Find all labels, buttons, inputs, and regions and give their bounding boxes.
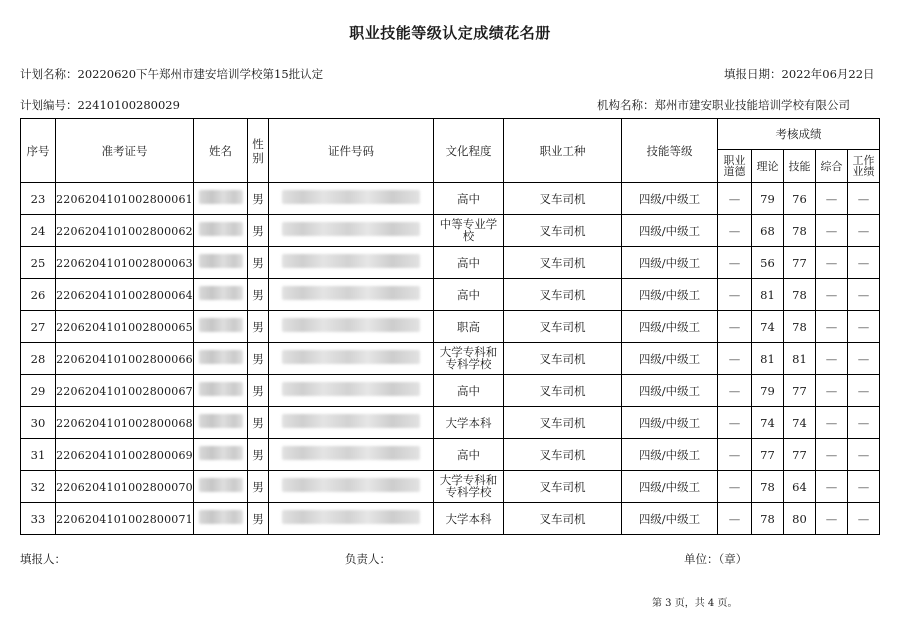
report-date-line — [724, 66, 875, 82]
cell-exam-no-text: 2206204101002800067 — [56, 384, 193, 398]
redacted-id-number — [282, 510, 420, 524]
cell-ethics-text: — — [728, 287, 741, 302]
cell-education — [434, 247, 504, 279]
cell-skill-level: 四级/中级工 — [622, 247, 718, 279]
cell-work-perf — [848, 375, 880, 407]
col-skill-level-header: 技能等级 — [622, 119, 718, 183]
cell-work-perf-text: — — [857, 415, 870, 430]
table-row — [21, 183, 880, 215]
cell-gender: 男 — [248, 247, 269, 279]
cell-comprehensive-text: — — [825, 383, 838, 398]
cell-id-no — [269, 375, 434, 407]
cell-skill: 74 — [784, 407, 816, 439]
report-date-label: 填报日期： — [724, 67, 782, 81]
cell-exam-no-text: 2206204101002800061 — [56, 192, 193, 206]
cell-work-perf — [848, 215, 880, 247]
cell-theory: 77 — [752, 439, 784, 471]
cell-id-no — [269, 183, 434, 215]
redacted-id-number — [282, 222, 420, 236]
cell-seq: 33 — [21, 503, 56, 535]
cell-occupation: 叉车司机 — [504, 503, 622, 535]
redacted-name — [199, 446, 243, 460]
cell-occupation: 叉车司机 — [504, 279, 622, 311]
roster-body — [21, 183, 880, 535]
cell-education-text: 职高 — [457, 319, 480, 334]
cell-ethics — [718, 183, 752, 215]
cell-exam-no-text: 2206204101002800071 — [56, 512, 193, 526]
table-row — [21, 503, 880, 535]
cell-theory: 79 — [752, 183, 784, 215]
cell-occupation: 叉车司机 — [504, 471, 622, 503]
col-gender-header — [248, 119, 269, 183]
cell-education — [434, 215, 504, 247]
cell-occupation: 叉车司机 — [504, 183, 622, 215]
cell-occupation: 叉车司机 — [504, 343, 622, 375]
cell-comprehensive-text: — — [825, 223, 838, 238]
cell-theory: 56 — [752, 247, 784, 279]
cell-work-perf — [848, 247, 880, 279]
cell-skill: 80 — [784, 503, 816, 535]
cell-comprehensive-text: — — [825, 319, 838, 334]
cell-skill: 64 — [784, 471, 816, 503]
col-id-header: 证件号码 — [269, 119, 434, 183]
cell-exam-no — [56, 343, 194, 375]
cell-comprehensive — [816, 215, 848, 247]
cell-skill-level: 四级/中级工 — [622, 471, 718, 503]
table-row — [21, 407, 880, 439]
cell-gender: 男 — [248, 407, 269, 439]
col-exam-no-header: 准考证号 — [56, 119, 194, 183]
cell-skill: 78 — [784, 215, 816, 247]
cell-name — [194, 247, 248, 279]
cell-id-no — [269, 279, 434, 311]
redacted-name — [199, 510, 243, 524]
col-ethics-header — [718, 150, 752, 183]
cell-seq: 29 — [21, 375, 56, 407]
col-ethics-header-text: 职业道德 — [723, 154, 746, 178]
cell-work-perf-text: — — [857, 223, 870, 238]
report-date: 2022年06月22日 — [781, 67, 875, 81]
responsible-label: 负责人： — [345, 552, 391, 566]
cell-skill-level: 四级/中级工 — [622, 439, 718, 471]
cell-id-no — [269, 343, 434, 375]
redacted-id-number — [282, 446, 420, 460]
cell-seq: 30 — [21, 407, 56, 439]
cell-seq: 31 — [21, 439, 56, 471]
cell-education-text: 大学专科和专科学校 — [439, 473, 498, 499]
cell-work-perf — [848, 343, 880, 375]
redacted-name — [199, 382, 243, 396]
cell-work-perf-text: — — [857, 511, 870, 526]
redacted-name — [199, 286, 243, 300]
cell-ethics — [718, 343, 752, 375]
cell-education-text: 高中 — [457, 383, 480, 398]
cell-occupation: 叉车司机 — [504, 247, 622, 279]
cell-id-no — [269, 247, 434, 279]
cell-id-no — [269, 311, 434, 343]
redacted-id-number — [282, 318, 420, 332]
cell-occupation: 叉车司机 — [504, 439, 622, 471]
cell-ethics — [718, 247, 752, 279]
cell-education — [434, 311, 504, 343]
cell-exam-no — [56, 375, 194, 407]
score-roster-table — [20, 118, 880, 535]
cell-skill-level: 四级/中级工 — [622, 503, 718, 535]
cell-education — [434, 343, 504, 375]
cell-id-no — [269, 439, 434, 471]
cell-theory: 78 — [752, 503, 784, 535]
filler-label: 填报人： — [20, 552, 66, 566]
cell-education-text: 大学本科 — [445, 415, 492, 430]
cell-name — [194, 279, 248, 311]
col-comprehensive-header: 综合 — [816, 150, 848, 183]
cell-seq: 24 — [21, 215, 56, 247]
cell-name — [194, 375, 248, 407]
cell-work-perf-text: — — [857, 383, 870, 398]
cell-ethics-text: — — [728, 255, 741, 270]
redacted-id-number — [282, 478, 420, 492]
cell-name — [194, 471, 248, 503]
col-gender-header-text: 性别 — [252, 136, 264, 165]
cell-ethics — [718, 471, 752, 503]
cell-education — [434, 471, 504, 503]
col-name-header: 姓名 — [194, 119, 248, 183]
cell-ethics-text: — — [728, 223, 741, 238]
cell-work-perf-text: — — [857, 479, 870, 494]
cell-gender: 男 — [248, 503, 269, 535]
cell-education — [434, 503, 504, 535]
cell-skill: 77 — [784, 247, 816, 279]
cell-skill: 77 — [784, 439, 816, 471]
cell-exam-no — [56, 439, 194, 471]
cell-ethics-text: — — [728, 383, 741, 398]
cell-education-text: 大学专科和专科学校 — [439, 345, 498, 371]
cell-comprehensive — [816, 471, 848, 503]
cell-theory: 74 — [752, 407, 784, 439]
cell-theory: 78 — [752, 471, 784, 503]
cell-exam-no — [56, 215, 194, 247]
cell-gender: 男 — [248, 343, 269, 375]
cell-name — [194, 183, 248, 215]
cell-exam-no — [56, 311, 194, 343]
cell-comprehensive — [816, 407, 848, 439]
cell-name — [194, 215, 248, 247]
col-education-header: 文化程度 — [434, 119, 504, 183]
org-name: 郑州市建安职业技能培训学校有限公司 — [654, 98, 850, 112]
org-line — [597, 97, 850, 113]
cell-comprehensive-text: — — [825, 479, 838, 494]
cell-exam-no-text: 2206204101002800062 — [56, 224, 193, 238]
cell-skill-level: 四级/中级工 — [622, 311, 718, 343]
cell-comprehensive — [816, 183, 848, 215]
cell-exam-no-text: 2206204101002800063 — [56, 256, 193, 270]
col-seq-header: 序号 — [21, 119, 56, 183]
cell-occupation: 叉车司机 — [504, 311, 622, 343]
cell-gender: 男 — [248, 279, 269, 311]
cell-exam-no-text: 2206204101002800070 — [56, 480, 193, 494]
cell-theory: 74 — [752, 311, 784, 343]
cell-education-text: 中等专业学校 — [439, 217, 498, 243]
cell-id-no — [269, 471, 434, 503]
cell-ethics — [718, 503, 752, 535]
cell-exam-no-text: 2206204101002800069 — [56, 448, 193, 462]
cell-skill: 77 — [784, 375, 816, 407]
cell-exam-no — [56, 471, 194, 503]
cell-seq: 26 — [21, 279, 56, 311]
cell-work-perf — [848, 439, 880, 471]
plan-name: 20220620下午郑州市建安培训学校第15批认定 — [77, 67, 324, 81]
cell-theory: 79 — [752, 375, 784, 407]
table-row — [21, 375, 880, 407]
table-row — [21, 279, 880, 311]
cell-comprehensive-text: — — [825, 447, 838, 462]
cell-skill-level: 四级/中级工 — [622, 407, 718, 439]
cell-gender: 男 — [248, 471, 269, 503]
plan-name-label: 计划名称： — [20, 67, 78, 81]
cell-seq: 23 — [21, 183, 56, 215]
cell-comprehensive-text: — — [825, 191, 838, 206]
cell-work-perf-text: — — [857, 319, 870, 334]
cell-work-perf-text: — — [857, 287, 870, 302]
cell-ethics — [718, 279, 752, 311]
cell-gender: 男 — [248, 439, 269, 471]
cell-name — [194, 407, 248, 439]
cell-exam-no-text: 2206204101002800065 — [56, 320, 193, 334]
redacted-name — [199, 254, 243, 268]
cell-theory: 81 — [752, 279, 784, 311]
cell-education-text: 高中 — [457, 255, 480, 270]
cell-seq: 25 — [21, 247, 56, 279]
cell-exam-no — [56, 183, 194, 215]
plan-no: 22410100280029 — [77, 98, 180, 112]
cell-comprehensive — [816, 311, 848, 343]
cell-ethics — [718, 439, 752, 471]
cell-name — [194, 439, 248, 471]
cell-gender: 男 — [248, 215, 269, 247]
cell-comprehensive — [816, 279, 848, 311]
cell-work-perf-text: — — [857, 255, 870, 270]
cell-comprehensive — [816, 503, 848, 535]
cell-comprehensive-text: — — [825, 255, 838, 270]
cell-exam-no-text: 2206204101002800064 — [56, 288, 193, 302]
cell-skill: 81 — [784, 343, 816, 375]
redacted-id-number — [282, 414, 420, 428]
cell-ethics-text: — — [728, 319, 741, 334]
cell-work-perf-text: — — [857, 351, 870, 366]
redacted-id-number — [282, 382, 420, 396]
cell-exam-no — [56, 407, 194, 439]
cell-education — [434, 407, 504, 439]
cell-name — [194, 503, 248, 535]
cell-exam-no — [56, 247, 194, 279]
cell-education — [434, 375, 504, 407]
redacted-name — [199, 478, 243, 492]
cell-skill-level: 四级/中级工 — [622, 343, 718, 375]
cell-id-no — [269, 407, 434, 439]
cell-work-perf-text: — — [857, 447, 870, 462]
redacted-id-number — [282, 286, 420, 300]
col-work-perf-header — [848, 150, 880, 183]
cell-ethics — [718, 311, 752, 343]
cell-ethics-text: — — [728, 191, 741, 206]
table-row — [21, 439, 880, 471]
table-row — [21, 247, 880, 279]
cell-gender: 男 — [248, 375, 269, 407]
cell-education — [434, 439, 504, 471]
cell-education-text: 大学本科 — [445, 511, 492, 526]
cell-skill-level: 四级/中级工 — [622, 279, 718, 311]
cell-skill-level: 四级/中级工 — [622, 183, 718, 215]
cell-comprehensive-text: — — [825, 511, 838, 526]
cell-seq: 28 — [21, 343, 56, 375]
cell-skill: 78 — [784, 311, 816, 343]
table-row — [21, 311, 880, 343]
cell-work-perf — [848, 279, 880, 311]
col-work-perf-header-text: 工作业绩 — [852, 154, 875, 178]
cell-occupation: 叉车司机 — [504, 375, 622, 407]
unit-seal-label: 单位：（章） — [684, 552, 748, 566]
plan-no-line — [20, 97, 180, 113]
cell-education — [434, 183, 504, 215]
cell-comprehensive-text: — — [825, 415, 838, 430]
redacted-id-number — [282, 350, 420, 364]
redacted-name — [199, 190, 243, 204]
cell-work-perf — [848, 183, 880, 215]
col-theory-header: 理论 — [752, 150, 784, 183]
redacted-name — [199, 222, 243, 236]
cell-ethics — [718, 215, 752, 247]
cell-exam-no — [56, 503, 194, 535]
col-occupation-header: 职业工种 — [504, 119, 622, 183]
cell-seq: 32 — [21, 471, 56, 503]
cell-id-no — [269, 215, 434, 247]
cell-work-perf — [848, 407, 880, 439]
plan-no-label: 计划编号： — [20, 98, 78, 112]
table-row — [21, 215, 880, 247]
cell-work-perf — [848, 471, 880, 503]
cell-theory: 81 — [752, 343, 784, 375]
cell-comprehensive — [816, 343, 848, 375]
cell-comprehensive — [816, 439, 848, 471]
cell-exam-no-text: 2206204101002800066 — [56, 352, 193, 366]
cell-ethics-text: — — [728, 479, 741, 494]
cell-education-text: 高中 — [457, 191, 480, 206]
cell-skill: 78 — [784, 279, 816, 311]
cell-comprehensive-text: — — [825, 287, 838, 302]
redacted-id-number — [282, 254, 420, 268]
cell-education — [434, 279, 504, 311]
cell-ethics — [718, 375, 752, 407]
cell-gender: 男 — [248, 311, 269, 343]
cell-skill-level: 四级/中级工 — [622, 215, 718, 247]
cell-skill-level: 四级/中级工 — [622, 375, 718, 407]
cell-exam-no-text: 2206204101002800068 — [56, 416, 193, 430]
cell-ethics — [718, 407, 752, 439]
plan-name-line — [20, 66, 323, 82]
redacted-name — [199, 350, 243, 364]
table-row — [21, 343, 880, 375]
table-row — [21, 471, 880, 503]
col-scores-group-header: 考核成绩 — [718, 119, 880, 150]
cell-name — [194, 311, 248, 343]
cell-work-perf — [848, 311, 880, 343]
cell-occupation: 叉车司机 — [504, 407, 622, 439]
header-row-1 — [21, 119, 880, 150]
cell-gender: 男 — [248, 183, 269, 215]
cell-education-text: 高中 — [457, 447, 480, 462]
cell-ethics-text: — — [728, 447, 741, 462]
cell-occupation: 叉车司机 — [504, 215, 622, 247]
redacted-name — [199, 414, 243, 428]
redacted-id-number — [282, 190, 420, 204]
cell-name — [194, 343, 248, 375]
cell-work-perf — [848, 503, 880, 535]
col-skill-header: 技能 — [784, 150, 816, 183]
page-number: 第 3 页，共 4 页。 — [652, 598, 738, 609]
cell-ethics-text: — — [728, 415, 741, 430]
cell-ethics-text: — — [728, 511, 741, 526]
cell-comprehensive-text: — — [825, 351, 838, 366]
redacted-name — [199, 318, 243, 332]
cell-skill: 76 — [784, 183, 816, 215]
cell-exam-no — [56, 279, 194, 311]
document-title: 职业技能等级认定成绩花名册 — [349, 24, 551, 42]
cell-ethics-text: — — [728, 351, 741, 366]
cell-comprehensive — [816, 247, 848, 279]
cell-theory: 68 — [752, 215, 784, 247]
cell-seq: 27 — [21, 311, 56, 343]
cell-work-perf-text: — — [857, 191, 870, 206]
cell-education-text: 高中 — [457, 287, 480, 302]
cell-id-no — [269, 503, 434, 535]
cell-comprehensive — [816, 375, 848, 407]
org-label: 机构名称： — [597, 98, 655, 112]
